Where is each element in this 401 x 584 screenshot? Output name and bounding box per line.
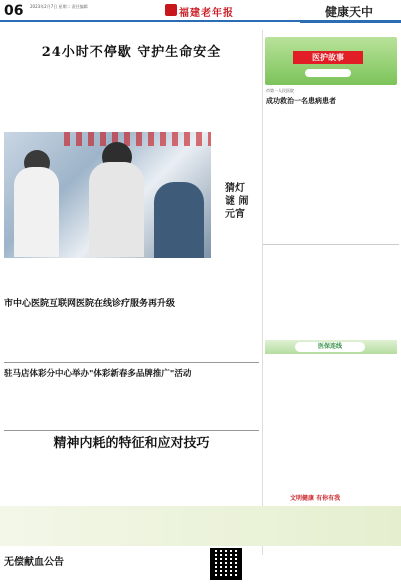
person-body (14, 167, 59, 257)
lottery-col-2 (89, 383, 171, 427)
right-col-1 (266, 108, 330, 243)
notice-title: 无偿献血公告 (4, 557, 64, 568)
feature-badge: 医护故事 (293, 51, 363, 64)
lottery-col-3 (175, 383, 257, 427)
seal-icon (165, 4, 177, 16)
qr-code[interactable] (210, 548, 242, 580)
feature-pill (305, 69, 351, 77)
main-col-2 (89, 72, 171, 130)
person-body (89, 162, 144, 257)
civility-banner-title: 文明健康 有你有我 (290, 495, 341, 502)
photo-side-title: 猜灯谜 闹元宵 (225, 183, 249, 220)
divider (4, 362, 259, 363)
person-body (154, 182, 204, 258)
mental-headline: 精神内耗的特征和应对技巧 (53, 436, 210, 451)
divider (4, 430, 259, 431)
main-col-1 (4, 72, 86, 130)
public-service-ad (0, 506, 401, 546)
lottery-col-1 (4, 383, 86, 427)
insurance-banner (265, 340, 397, 354)
main-headline: 24小时不停歇 守护生命安全 (41, 45, 222, 60)
notice-text (55, 551, 195, 581)
qr-text (248, 552, 398, 580)
page-number: 06 (4, 3, 24, 19)
hospital-col-2 (89, 312, 171, 358)
insurance-banner-title: 医保连线 (295, 342, 365, 352)
civility-banner (265, 491, 397, 505)
right-col-2 (333, 108, 397, 243)
main-col-3 (175, 72, 257, 130)
right-headline: 成功救治一名患病患者 (266, 96, 336, 105)
newspaper-logo (165, 3, 250, 19)
column-divider (262, 30, 263, 555)
right-mid-col-2 (333, 358, 397, 488)
hospital-col-1 (4, 312, 86, 358)
issue-meta: 2023年2月7日 星期二 责任编辑 (30, 4, 88, 9)
right-mid-col-1 (266, 358, 330, 488)
hospital-col-3 (175, 312, 257, 358)
section-underline (300, 20, 401, 23)
hospital-headline: 市中心医院互联网医院在线诊疗服务再升级 (4, 299, 176, 309)
newspaper-name: 福建老年报 (179, 8, 234, 19)
lantern-strip (64, 132, 211, 146)
lottery-headline: 驻马店体彩分中心举办"体彩新春多品牌推广"活动 (4, 369, 192, 379)
feature-banner (265, 37, 397, 85)
divider (263, 244, 399, 245)
lantern-riddle-photo (4, 132, 211, 258)
section-title: 健康天中 (325, 5, 374, 19)
hospital-name: 市第一人民医院 (266, 88, 294, 93)
